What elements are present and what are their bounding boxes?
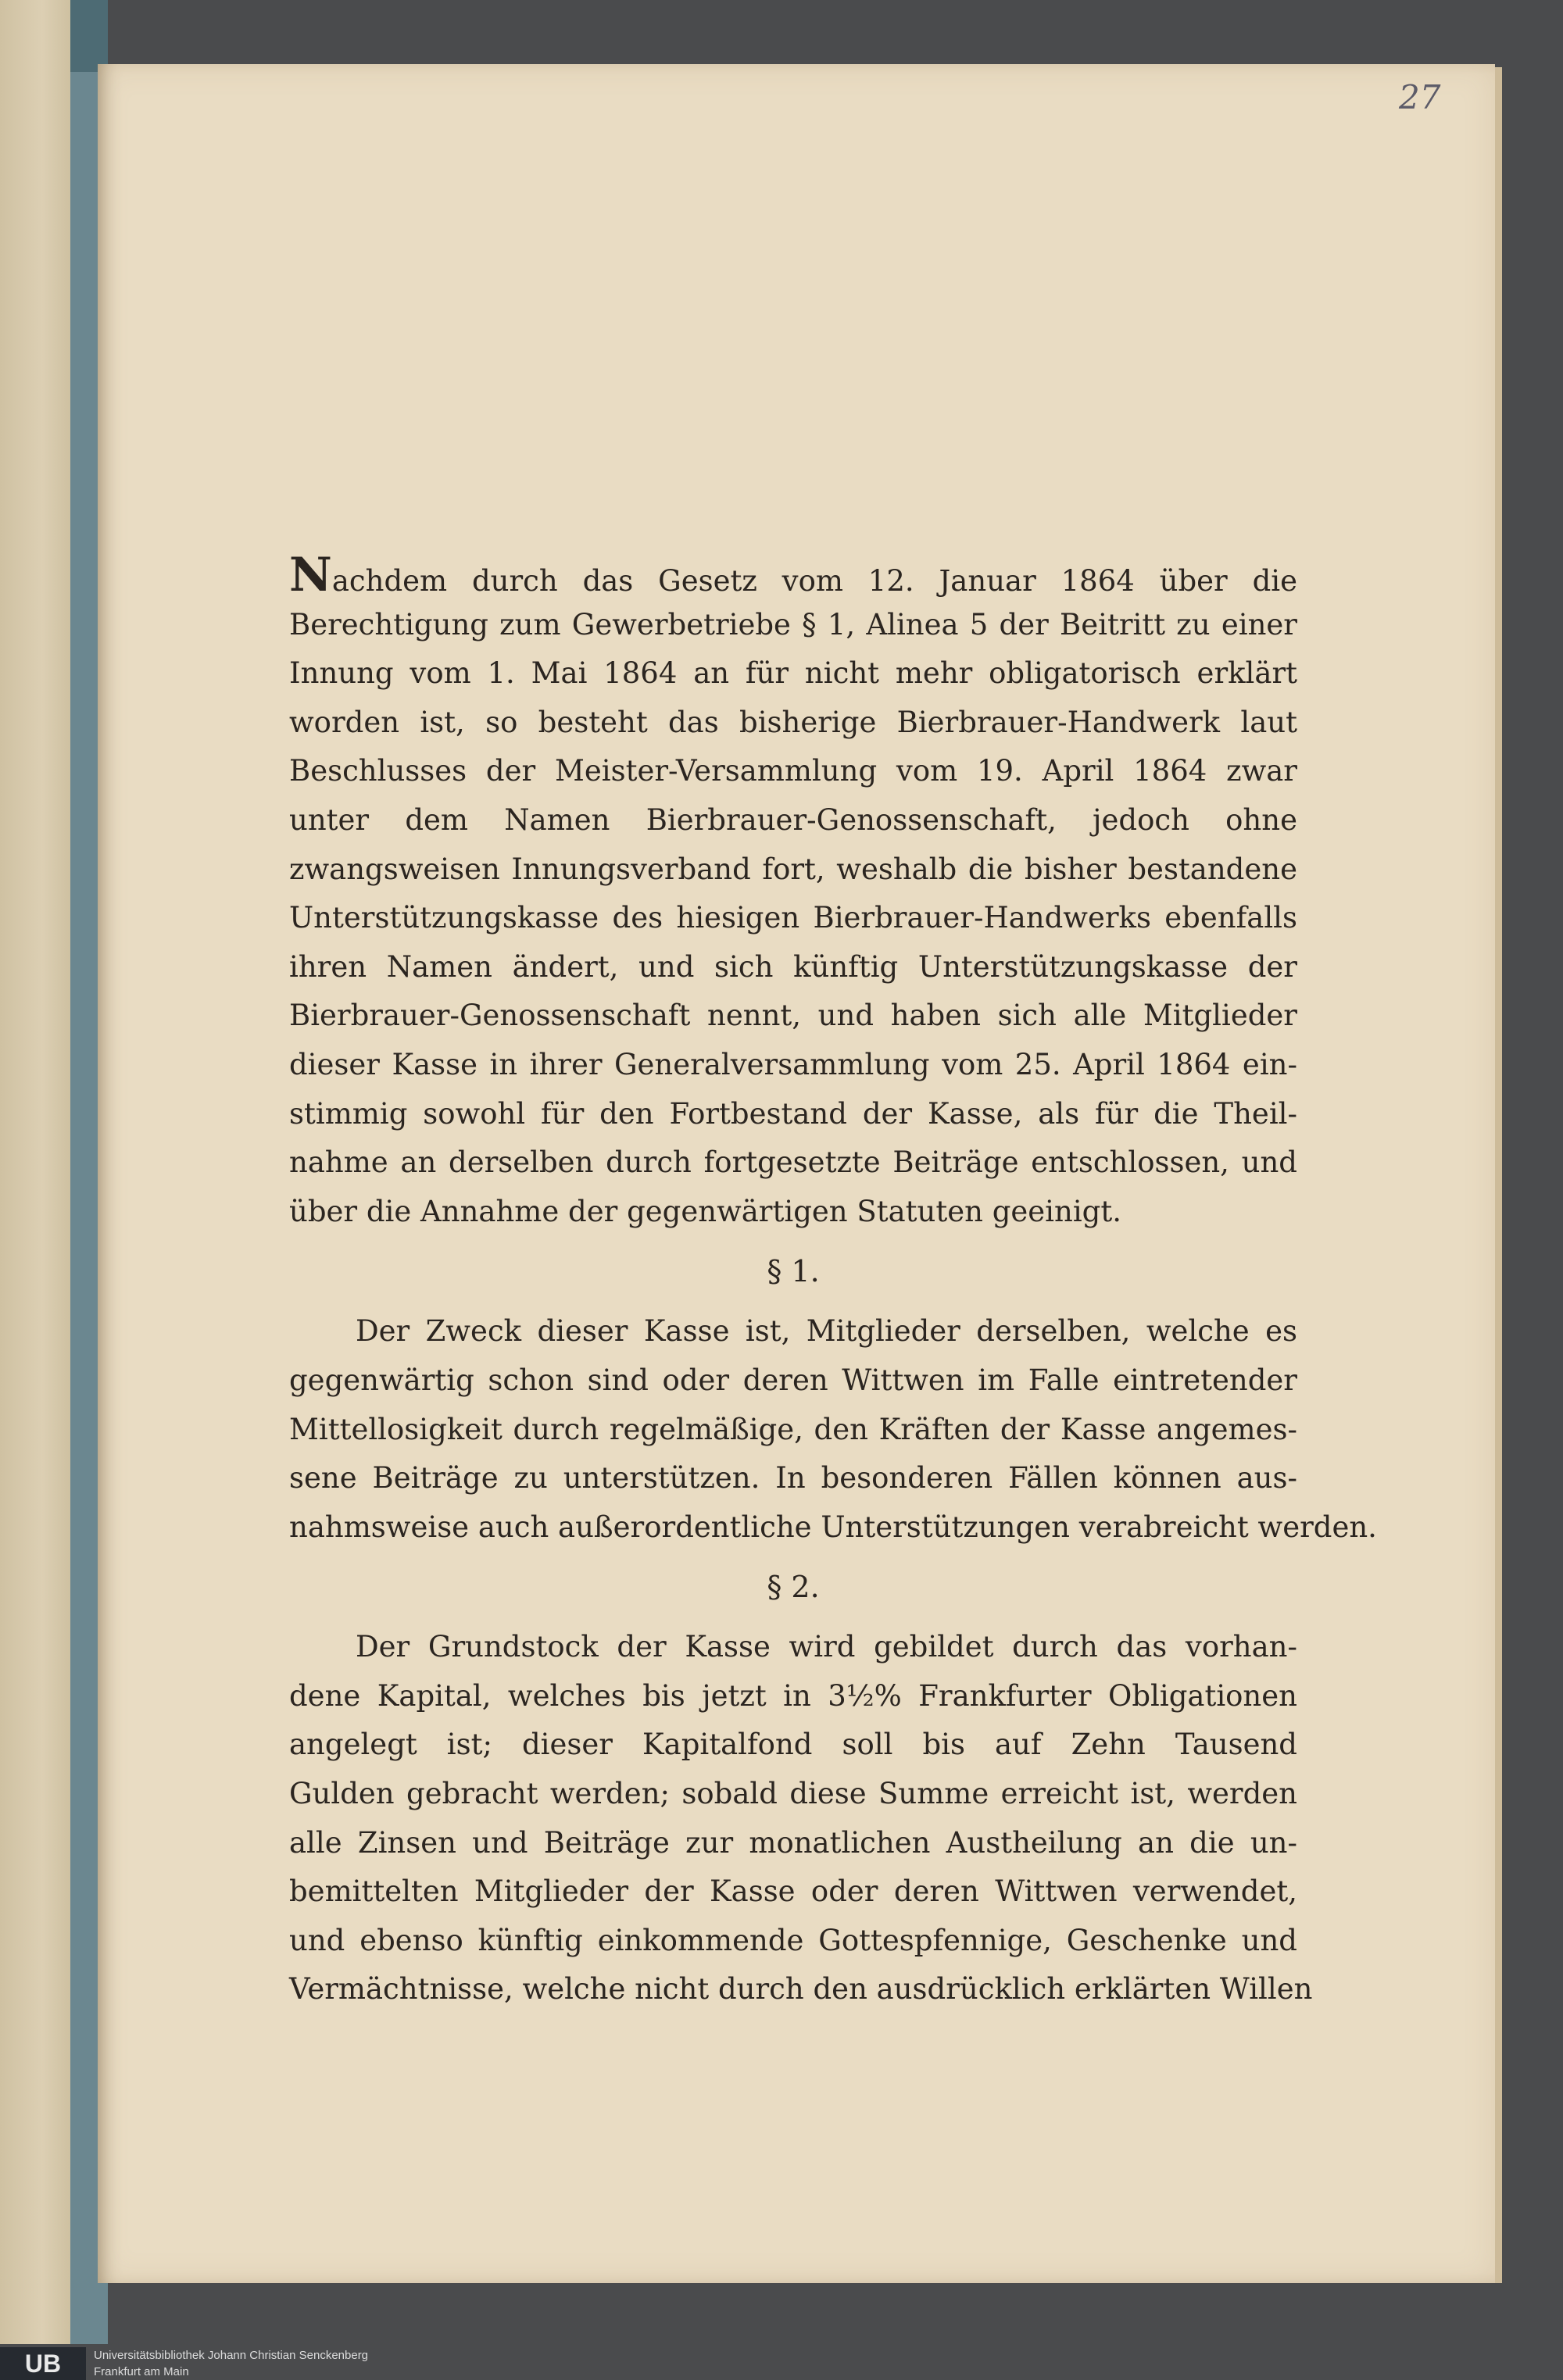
text-line: bemittelten Mitglieder der Kasse oder deren Wittwen verwendet, — [289, 1874, 1297, 1909]
text-line: und ebenso künftig einkommende Gottespfennige, Geschenke und — [289, 1923, 1297, 1957]
opening-line-text: achdem durch das Gesetz vom 12. Januar 1864 über die — [331, 564, 1297, 598]
text-line: angelegt ist; dieser Kapitalfond soll bis auf Zehn Tausend — [289, 1728, 1297, 1762]
text-line: Gulden gebracht werden; sobald diese Summe erreicht ist, werden — [289, 1777, 1297, 1811]
text-line: Der Zweck dieser Kasse ist, Mitglieder derselben, welche es — [356, 1314, 1297, 1349]
section-heading-2: § 2. — [767, 1570, 820, 1605]
section-heading-1: § 1. — [767, 1254, 820, 1289]
library-city: Frankfurt am Main — [94, 2365, 189, 2378]
text-line: sene Beiträge zu unterstützen. In besonderen Fällen können aus- — [289, 1461, 1297, 1496]
text-line: Bierbrauer-Genossenschaft nennt, und haben sich alle Mitglieder — [289, 999, 1297, 1033]
text-line: unter dem Namen Bierbrauer-Genossenschaft, jedoch ohne — [289, 802, 1297, 837]
text-line: Innung vom 1. Mai 1864 an für nicht mehr obligatorisch erklärt — [289, 656, 1297, 691]
page-text — [289, 548, 1377, 2014]
text-line: nahmsweise auch außerordentliche Unterstützungen verabreicht werden. — [289, 1510, 1377, 1544]
library-name: Universitätsbibliothek Johann Christian Senckenberg — [94, 2349, 369, 2362]
page-number: 27 — [1399, 78, 1441, 116]
text-line: Mittellosigkeit durch regelmäßige, den Kräften der Kasse angemes- — [289, 1412, 1297, 1446]
text-line: nahme an derselben durch fortgesetzte Beiträge entschlossen, und — [289, 1145, 1297, 1180]
text-line: Unterstützungskasse des hiesigen Bierbrauer-Handwerks ebenfalls — [289, 901, 1297, 935]
library-credit — [94, 2347, 368, 2380]
text-line: Berechtigung zum Gewerbetriebe § 1, Alinea 5 der Beitritt zu einer — [289, 607, 1297, 641]
text-line: zwangsweisen Innungsverband fort, weshalb die bisher bestandene — [289, 852, 1297, 886]
text-line: über die Annahme der gegenwärtigen Statuten geeinigt. — [289, 1194, 1121, 1228]
text-line: dieser Kasse in ihrer Generalversammlung vom 25. April 1864 ein- — [289, 1047, 1297, 1081]
book-spine-shadow — [70, 0, 108, 72]
text-line: worden ist, so besteht das bisherige Bierbrauer-Handwerk laut — [289, 705, 1297, 739]
opening-line — [289, 548, 1297, 602]
text-line: gegenwärtig schon sind oder deren Wittwen im Falle eintretender — [289, 1363, 1297, 1397]
page-edge — [1495, 67, 1502, 2283]
text-line: dene Kapital, welches bis jetzt in 3½% Frankfurter Obligationen — [289, 1678, 1297, 1713]
text-line: Der Grundstock der Kasse wird gebildet durch das vorhan- — [356, 1630, 1297, 1664]
text-line: alle Zinsen und Beiträge zur monatlichen Austheilung an die un- — [289, 1825, 1297, 1860]
drop-cap: N — [289, 548, 332, 602]
library-logo: UB — [0, 2347, 86, 2380]
text-line: stimmig sowohl für den Fortbestand der Kasse, als für die Theil- — [289, 1096, 1297, 1131]
facing-page-edge — [0, 0, 77, 2344]
text-line: ihren Namen ändert, und sich künftig Unterstützungskasse der — [289, 949, 1297, 984]
text-line: Beschlusses der Meister-Versammlung vom 19. April 1864 zwar — [289, 754, 1297, 788]
text-line: Vermächtnisse, welche nicht durch den ausdrücklich erklärten Willen — [289, 1972, 1313, 2007]
